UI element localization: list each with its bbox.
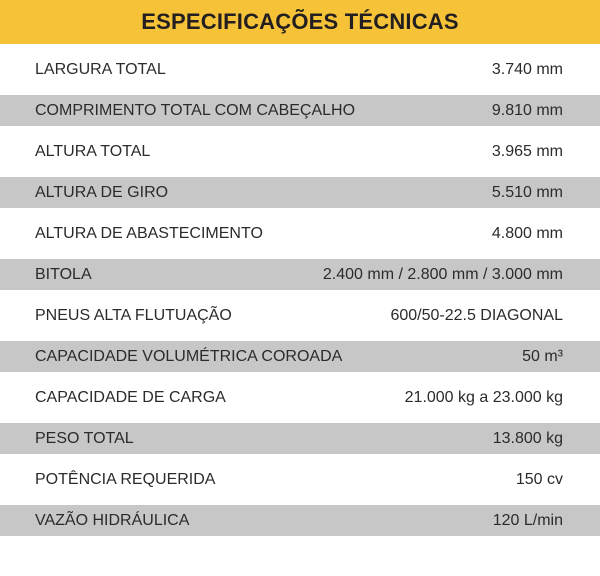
spec-label: PNEUS ALTA FLUTUAÇÃO bbox=[35, 306, 232, 324]
spec-row-potencia-requerida bbox=[0, 454, 600, 505]
spec-row-peso-total bbox=[0, 423, 600, 454]
spec-label: COMPRIMENTO TOTAL COM CABEÇALHO bbox=[35, 101, 356, 119]
spec-rows bbox=[0, 44, 600, 536]
spec-value: 13.800 kg bbox=[492, 429, 563, 447]
spec-value: 120 L/min bbox=[492, 511, 563, 529]
spec-value: 2.400 mm / 2.800 mm / 3.000 mm bbox=[322, 265, 563, 283]
spec-label: ALTURA DE GIRO bbox=[35, 183, 169, 201]
spec-value: 150 cv bbox=[515, 470, 563, 488]
spec-value: 50 m³ bbox=[522, 347, 563, 365]
spec-row-vazao-hidraulica bbox=[0, 505, 600, 536]
spec-label: BITOLA bbox=[35, 265, 92, 283]
spec-row-altura-de-giro bbox=[0, 177, 600, 208]
spec-row-altura-de-abastecimento bbox=[0, 208, 600, 259]
spec-row-bitola bbox=[0, 259, 600, 290]
spec-row-pneus bbox=[0, 290, 600, 341]
spec-value: 600/50-22.5 DIAGONAL bbox=[390, 306, 563, 324]
spec-value: 4.800 mm bbox=[491, 224, 563, 242]
spec-value: 5.510 mm bbox=[491, 183, 563, 201]
spec-value: 3.740 mm bbox=[491, 60, 563, 78]
spec-label: ALTURA TOTAL bbox=[35, 142, 151, 160]
spec-value: 3.965 mm bbox=[491, 142, 563, 160]
spec-label: CAPACIDADE VOLUMÉTRICA COROADA bbox=[35, 347, 343, 365]
table-title: ESPECIFICAÇÕES TÉCNICAS bbox=[141, 9, 459, 34]
spec-label: CAPACIDADE DE CARGA bbox=[35, 388, 226, 406]
spec-row-comprimento-total bbox=[0, 95, 600, 126]
spec-label: PESO TOTAL bbox=[35, 429, 134, 447]
table-header bbox=[0, 0, 600, 44]
spec-row-capacidade-de-carga bbox=[0, 372, 600, 423]
spec-value: 21.000 kg a 23.000 kg bbox=[404, 388, 563, 406]
spec-label: LARGURA TOTAL bbox=[35, 60, 166, 78]
spec-label: ALTURA DE ABASTECIMENTO bbox=[35, 224, 263, 242]
spec-row-largura-total bbox=[0, 44, 600, 95]
spec-row-altura-total bbox=[0, 126, 600, 177]
spec-label: POTÊNCIA REQUERIDA bbox=[35, 470, 216, 488]
spec-value: 9.810 mm bbox=[491, 101, 563, 119]
spec-label: VAZÃO HIDRÁULICA bbox=[35, 511, 190, 529]
spec-row-capacidade-volumetrica bbox=[0, 341, 600, 372]
